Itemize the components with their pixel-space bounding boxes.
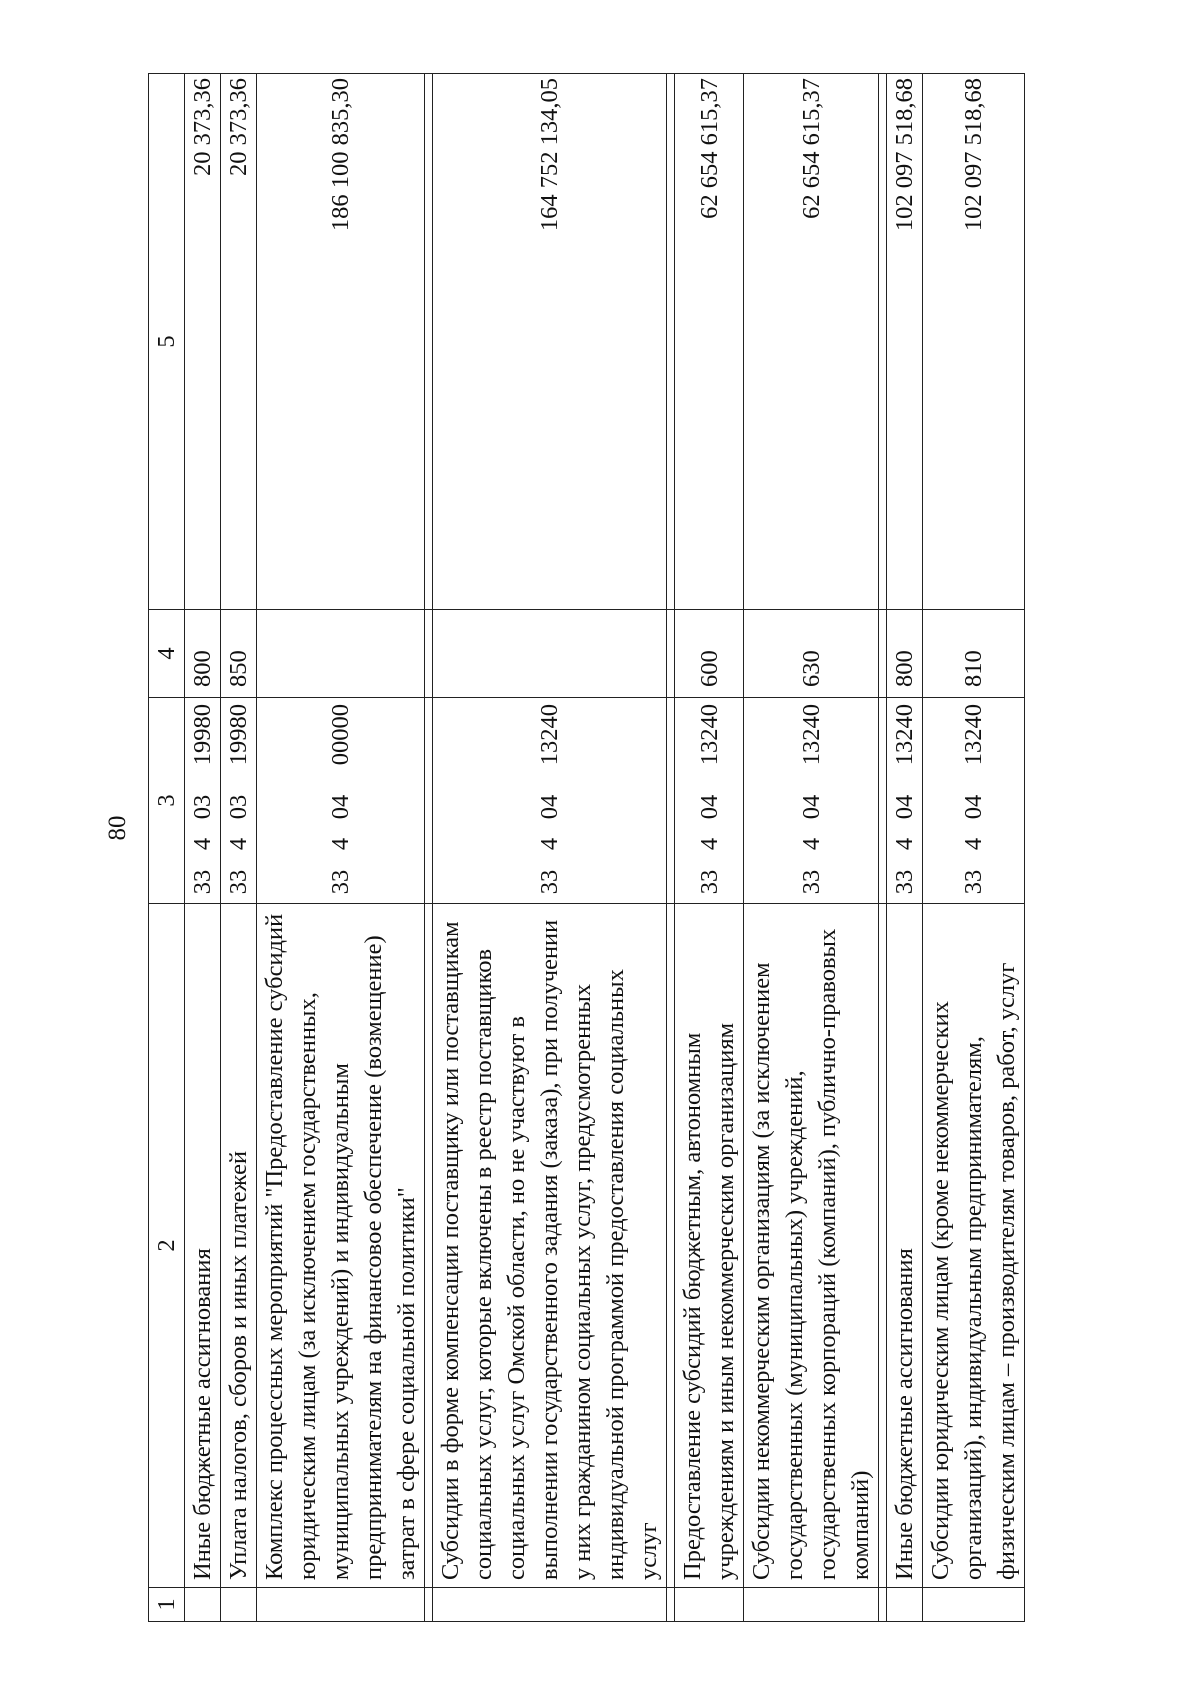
spacer-row [667, 74, 675, 1622]
row-type-cell: 630 [744, 610, 879, 698]
header-cell: 3 [149, 698, 185, 904]
row-code-cell [257, 698, 425, 904]
row-name-cell: Субсидии юридическим лицам (кроме некоммерческих организаций), индивидуальным предпринимателям, физическим лицам – производителям товаров, работ, услуг [923, 904, 1025, 1588]
table-row [675, 74, 744, 1622]
row-amount-cell: 186 100 835,30 [257, 74, 425, 610]
code-part: 33 [695, 869, 723, 895]
budget-table [148, 73, 1025, 1622]
classification-code [888, 698, 921, 903]
row-name-cell: Иные бюджетные ассигнования [887, 904, 923, 1588]
row-code-cell [887, 698, 923, 904]
code-part: 04 [797, 794, 825, 820]
classification-code [795, 698, 828, 903]
table-row [221, 74, 257, 1622]
spacer-cell [667, 610, 675, 698]
code-part: 04 [327, 794, 354, 820]
code-part: 33 [797, 869, 825, 895]
spacer-cell [667, 1588, 675, 1622]
row-type-cell [257, 610, 425, 698]
row-code-cell [923, 698, 1025, 904]
row-name-cell: Комплекс процессных мероприятий "Предоставление субсидий юридическим лицам (за исключением государственных, муниципальных учреждений) и индивидуальным предпринимателям на финансовое обеспечение (возмещение) затрат в сфере социальной политики" [257, 904, 425, 1588]
classification-code [222, 698, 255, 903]
spacer-row [425, 74, 433, 1622]
row-code-cell [433, 698, 667, 904]
classification-code [324, 698, 357, 903]
row-amount-cell: 164 752 134,05 [433, 74, 667, 610]
row-name-cell: Предоставление субсидий бюджетным, автономным учреждениям и иным некоммерческим организациям [675, 904, 744, 1588]
header-cell: 4 [149, 610, 185, 698]
code-part: 4 [189, 837, 216, 851]
code-part: 33 [960, 869, 987, 895]
row-index-cell [433, 1588, 667, 1622]
code-part: 4 [225, 837, 252, 851]
row-index-cell [675, 1588, 744, 1622]
spacer-cell [879, 74, 887, 610]
code-part: 4 [960, 837, 987, 851]
code-part: 13240 [536, 704, 563, 766]
classification-code [693, 698, 726, 903]
table-body [149, 74, 1025, 1622]
code-part: 00000 [327, 704, 354, 766]
row-type-cell: 800 [185, 610, 221, 698]
code-part: 04 [891, 794, 918, 820]
classification-code [186, 698, 219, 903]
code-part: 13240 [891, 704, 918, 766]
code-part: 19980 [189, 704, 216, 766]
code-part: 13240 [797, 704, 825, 766]
code-part: 4 [536, 837, 563, 851]
row-name-cell: Уплата налогов, сборов и иных платежей [221, 904, 257, 1588]
row-amount-cell: 62 654 615,37 [675, 74, 744, 610]
code-part: 4 [695, 837, 723, 851]
code-part: 03 [189, 794, 216, 820]
row-code-cell [744, 698, 879, 904]
code-part: 04 [695, 794, 723, 820]
row-amount-cell: 102 097 518,68 [923, 74, 1025, 610]
code-part: 04 [960, 794, 987, 820]
classification-code [533, 698, 566, 903]
row-index-cell [887, 1588, 923, 1622]
header-cell: 5 [149, 74, 185, 610]
row-code-cell [221, 698, 257, 904]
code-part: 19980 [225, 704, 252, 766]
row-name-cell: Иные бюджетные ассигнования [185, 904, 221, 1588]
row-amount-cell: 20 373,36 [221, 74, 257, 610]
table-row [433, 74, 667, 1622]
spacer-cell [425, 698, 433, 904]
code-part: 33 [327, 869, 354, 895]
spacer-cell [879, 698, 887, 904]
code-part: 4 [327, 837, 354, 851]
rotated-table-container [148, 74, 1200, 1622]
code-part: 04 [536, 794, 563, 820]
code-part: 13240 [695, 704, 723, 766]
row-name-cell: Субсидии некоммерческим организациям (за исключением государственных (муниципальных) учреждений, государственных корпораций (компаний), публично-правовых компаний) [744, 904, 879, 1588]
header-row [149, 74, 185, 1622]
spacer-cell [425, 1588, 433, 1622]
row-code-cell [675, 698, 744, 904]
classification-code [957, 698, 990, 903]
code-part: 4 [797, 837, 825, 851]
code-part: 03 [225, 794, 252, 820]
code-part: 13240 [960, 704, 987, 766]
row-amount-cell: 20 373,36 [185, 74, 221, 610]
spacer-cell [879, 1588, 887, 1622]
row-amount-cell: 62 654 615,37 [744, 74, 879, 610]
row-type-cell: 810 [923, 610, 1025, 698]
header-cell: 2 [149, 904, 185, 1588]
spacer-cell [425, 904, 433, 1588]
row-code-cell [185, 698, 221, 904]
spacer-cell [879, 610, 887, 698]
table-row [185, 74, 221, 1622]
row-type-cell: 850 [221, 610, 257, 698]
row-index-cell [221, 1588, 257, 1622]
code-part: 33 [536, 869, 563, 895]
row-type-cell: 800 [887, 610, 923, 698]
code-part: 4 [891, 837, 918, 851]
spacer-cell [667, 698, 675, 904]
row-index-cell [257, 1588, 425, 1622]
spacer-cell [667, 74, 675, 610]
table-row [923, 74, 1025, 1622]
table-row [257, 74, 425, 1622]
row-name-cell: Субсидии в форме компенсации поставщику или поставщикам социальных услуг, которые включены в реестр поставщиков социальных услуг Омской области, но не участвуют в выполнении государственного задания (заказа), при получении у них гражданином социальных услуг, предусмотренных индивидуальной программой предоставления социальных услуг [433, 904, 667, 1588]
spacer-row [879, 74, 887, 1622]
table-row [744, 74, 879, 1622]
code-part: 33 [225, 869, 252, 895]
spacer-cell [425, 610, 433, 698]
header-cell: 1 [149, 1588, 185, 1622]
row-type-cell [433, 610, 667, 698]
spacer-cell [667, 904, 675, 1588]
row-index-cell [744, 1588, 879, 1622]
row-type-cell: 600 [675, 610, 744, 698]
row-index-cell [185, 1588, 221, 1622]
spacer-cell [879, 904, 887, 1588]
spacer-cell [425, 74, 433, 610]
page-number: 80 [104, 815, 131, 841]
table-row [887, 74, 923, 1622]
row-index-cell [923, 1588, 1025, 1622]
code-part: 33 [891, 869, 918, 895]
code-part: 33 [189, 869, 216, 895]
row-amount-cell: 102 097 518,68 [887, 74, 923, 610]
